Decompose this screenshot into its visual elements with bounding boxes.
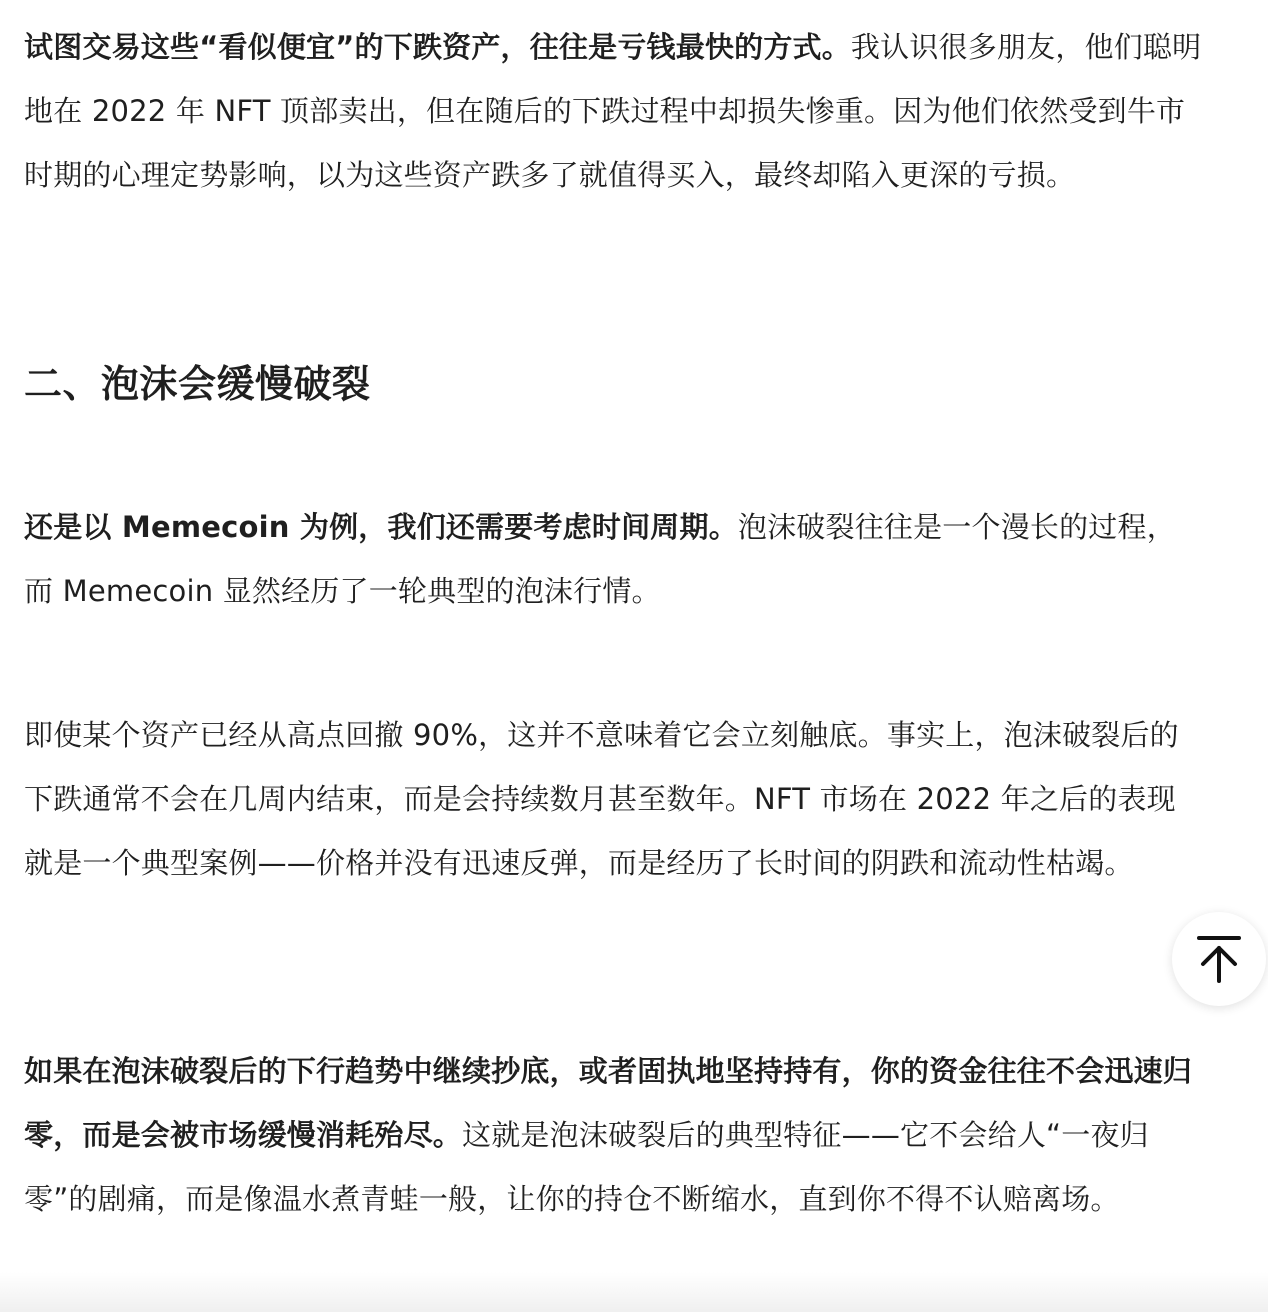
paragraph-4-bold: 如果在泡沫破裂后的下行趋势中继续抄底，或者固执地坚持持有，你的资金往往不会迅速归零，而是会被市场缓慢消耗殆尽。 <box>24 1054 1193 1152</box>
paragraph-1 <box>24 15 1204 207</box>
section-heading: 二、泡沫会缓慢破裂 <box>24 362 371 406</box>
back-to-top-button[interactable] <box>1172 912 1266 1006</box>
paragraph-3-text: 即使某个资产已经从高点回撤 90%，这并不意味着它会立刻触底。事实上，泡沫破裂后的下跌通常不会在几周内结束，而是会持续数月甚至数年。NFT 市场在 2022 年之后的表现就是一个典型案例——价格并没有迅速反弹，而是经历了长时间的阴跌和流动性枯竭。 <box>24 718 1179 880</box>
paragraph-3 <box>24 703 1204 895</box>
bottom-fade <box>0 1272 1268 1312</box>
paragraph-2-bold: 还是以 Memecoin 为例，我们还需要考虑时间周期。 <box>24 510 738 544</box>
paragraph-2-text: 泡沫破裂往往是一个漫长的过程，而 Memecoin 显然经历了一轮典型的泡沫行情。 <box>24 510 1176 608</box>
arrow-up-to-line-icon <box>1194 934 1244 984</box>
paragraph-4-text: 这就是泡沫破裂后的典型特征——它不会给人“一夜归零”的剧痛，而是像温水煮青蛙一般，让你的持仓不断缩水，直到你不得不认赔离场。 <box>24 1118 1149 1216</box>
paragraph-1-text: 我认识很多朋友，他们聪明地在 2022 年 NFT 顶部卖出，但在随后的下跌过程中却损失惨重。因为他们依然受到牛市时期的心理定势影响，以为这些资产跌多了就值得买入，最终却陷入更深的亏损。 <box>24 30 1202 192</box>
paragraph-2 <box>24 495 1204 623</box>
paragraph-1-bold: 试图交易这些“看似便宜”的下跌资产，往往是亏钱最快的方式。 <box>24 30 851 64</box>
paragraph-4 <box>24 1039 1204 1231</box>
